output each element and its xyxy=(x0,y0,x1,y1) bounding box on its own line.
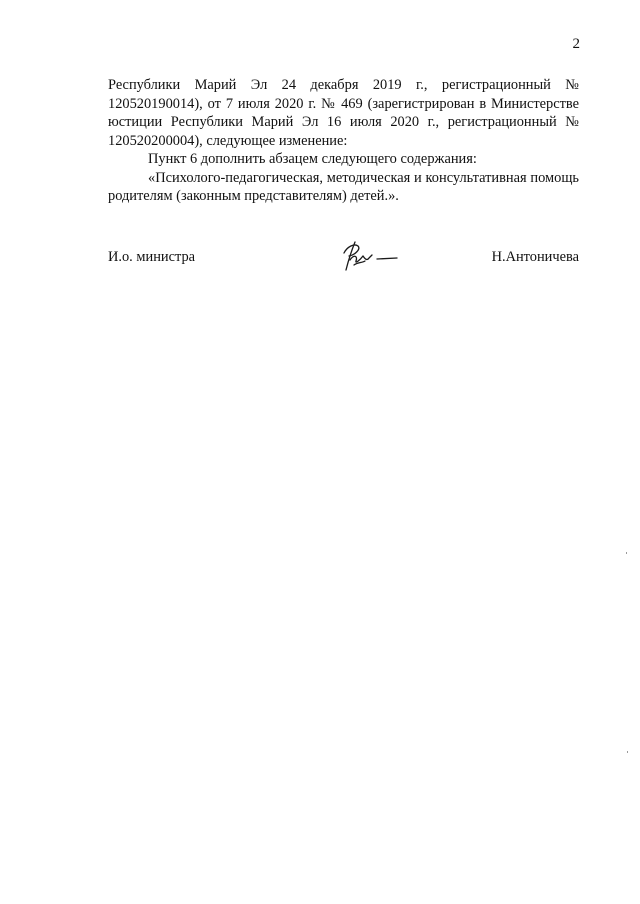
signature-block xyxy=(108,248,579,272)
body-paragraph-continuation: Республики Марий Эл 24 декабря 2019 г., регистрационный № 120520190014), от 7 июля 2020 г. № 469 (зарегистрирован в Министерстве юстиции Республики Марий Эл 16 июля 2020 г., регистрационный № 120520200004), следующее изменение: xyxy=(108,77,579,149)
page-number: 2 xyxy=(572,36,580,52)
signatory-name: Н.Антоничева xyxy=(491,249,579,265)
scan-speck xyxy=(626,552,627,554)
body-paragraph-quote: «Психолого-педагогическая, методическая и консультативная помощь родителям (законным представителям) детей.». xyxy=(108,169,579,204)
handwritten-signature-icon xyxy=(334,234,402,274)
scan-speck xyxy=(627,751,628,753)
body-paragraph-amendment: Пункт 6 дополнить абзацем следующего содержания: xyxy=(148,151,477,167)
signatory-position: И.о. министра xyxy=(108,249,196,265)
document-body xyxy=(108,76,579,206)
